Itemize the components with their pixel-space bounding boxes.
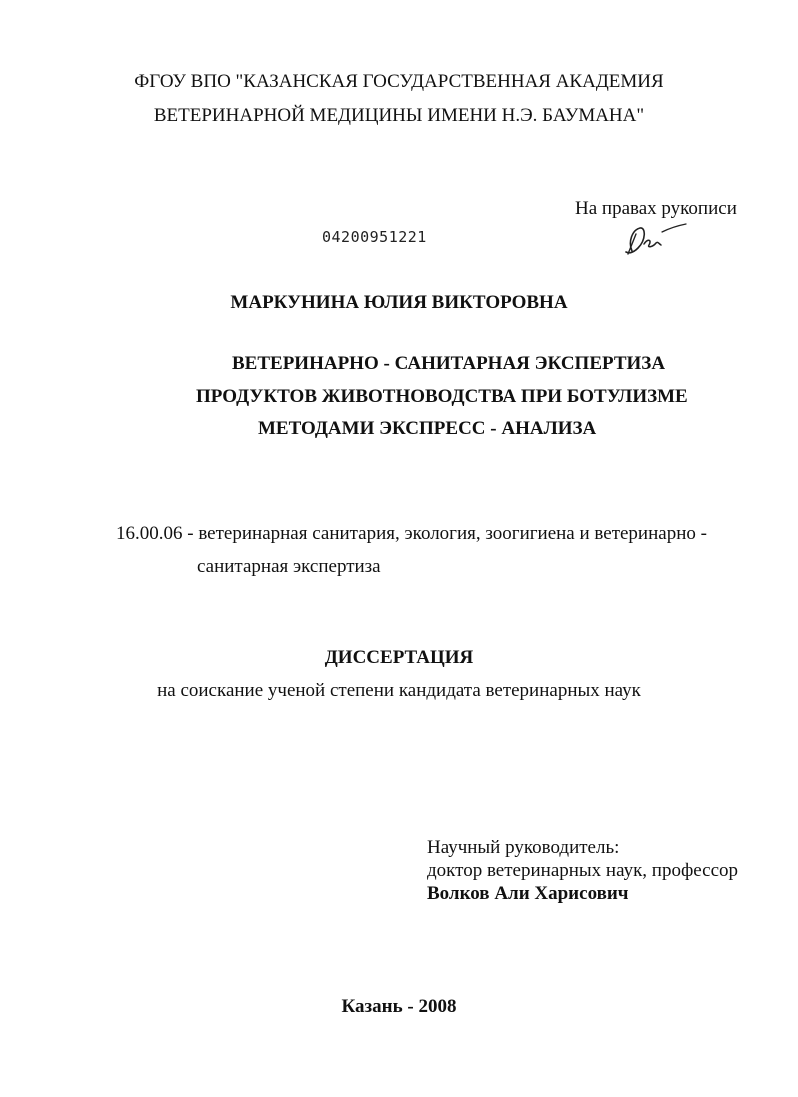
supervisor-credentials: доктор ветеринарных наук, профессор: [427, 860, 739, 881]
supervisor-name: Волков Али Харисович: [427, 883, 629, 904]
specialty-line-2: санитарная экспертиза: [197, 556, 381, 577]
title-line-3: МЕТОДАМИ ЭКСПРЕСС - АНАЛИЗА: [258, 418, 597, 439]
title-line-2: ПРОДУКТОВ ЖИВОТНОВОДСТВА ПРИ БОТУЛИЗМЕ: [196, 386, 688, 407]
institution-line-2: ВЕТЕРИНАРНОЙ МЕДИЦИНЫ ИМЕНИ Н.Э. БАУМАНА": [153, 105, 645, 126]
signature-icon: [618, 220, 690, 260]
institution-line-1: ФГОУ ВПО "КАЗАНСКАЯ ГОСУДАРСТВЕННАЯ АКАДЕМИЯ: [134, 71, 664, 92]
specialty-line-1: 16.00.06 - ветеринарная санитария, экология, зоогигиена и ветеринарно -: [116, 523, 707, 544]
author-name: МАРКУНИНА ЮЛИЯ ВИКТОРОВНА: [230, 292, 568, 313]
supervisor-label: Научный руководитель:: [427, 837, 620, 858]
title-line-1: ВЕТЕРИНАРНО - САНИТАРНАЯ ЭКСПЕРТИЗА: [232, 353, 666, 374]
degree-statement: на соискание ученой степени кандидата ветеринарных наук: [157, 680, 641, 701]
registration-number: 04200951221: [322, 228, 427, 246]
manuscript-note: На правах рукописи: [575, 198, 737, 219]
document-type: ДИССЕРТАЦИЯ: [324, 647, 474, 668]
place-year: Казань - 2008: [341, 996, 457, 1017]
